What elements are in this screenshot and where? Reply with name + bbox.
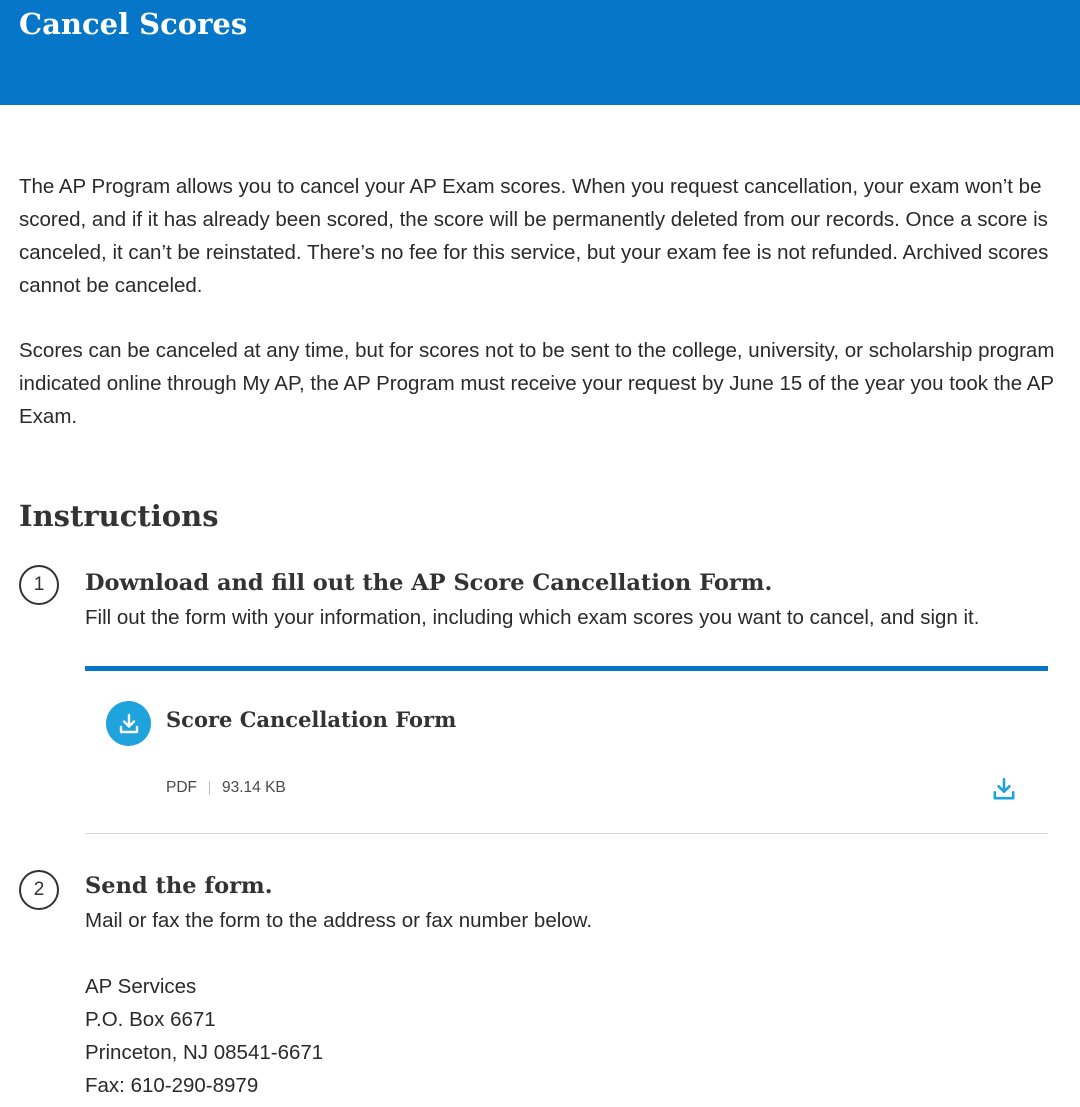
download-link-score-cancellation-form[interactable]: Score Cancellation Form — [166, 707, 457, 732]
file-type: PDF — [166, 779, 197, 796]
instructions-heading: Instructions — [19, 499, 219, 533]
address-line-fax: Fax: 610-290-8979 — [85, 1074, 259, 1097]
mailing-address — [85, 970, 323, 1102]
step-title-download-form: Download and fill out the AP Score Cancellation Form. — [85, 570, 773, 596]
download-icon[interactable] — [106, 701, 151, 746]
step-description-download-form: Fill out the form with your information, including which exam scores you want to cancel, and sign it. — [85, 606, 980, 629]
step-number-badge: 1 — [19, 565, 59, 605]
intro-paragraph-cancellation-policy: The AP Program allows you to cancel your AP Exam scores. When you request cancellation, your exam won’t be scored, and if it has already been scored, the score will be permanently deleted from our records. Once a score is canceled, it can’t be reinstated. There’s no fee for this service, but your exam fee is not refunded. Archived scores cannot be canceled. — [19, 175, 1049, 297]
file-size: 93.14 KB — [222, 779, 286, 796]
address-line-organization: AP Services — [85, 975, 197, 998]
file-meta — [166, 777, 286, 799]
download-card-score-cancellation-form[interactable] — [85, 666, 1048, 834]
page-title: Cancel Scores — [19, 7, 248, 41]
address-line-city-state-zip: Princeton, NJ 08541-6671 — [85, 1041, 324, 1064]
step-number-badge: 2 — [19, 870, 59, 910]
address-line-po-box: P.O. Box 6671 — [85, 1008, 216, 1031]
step-description-send-form: Mail or fax the form to the address or fax number below. — [85, 909, 593, 932]
download-icon[interactable] — [990, 775, 1018, 803]
page-header — [0, 0, 1080, 105]
intro-paragraph-deadline: Scores can be canceled at any time, but for scores not to be sent to the college, university, or scholarship program indicated online through My AP, the AP Program must receive your request by June 15 of the year you took the AP Exam. — [19, 339, 1055, 428]
step-title-send-form: Send the form. — [85, 873, 273, 899]
meta-divider — [209, 781, 210, 795]
